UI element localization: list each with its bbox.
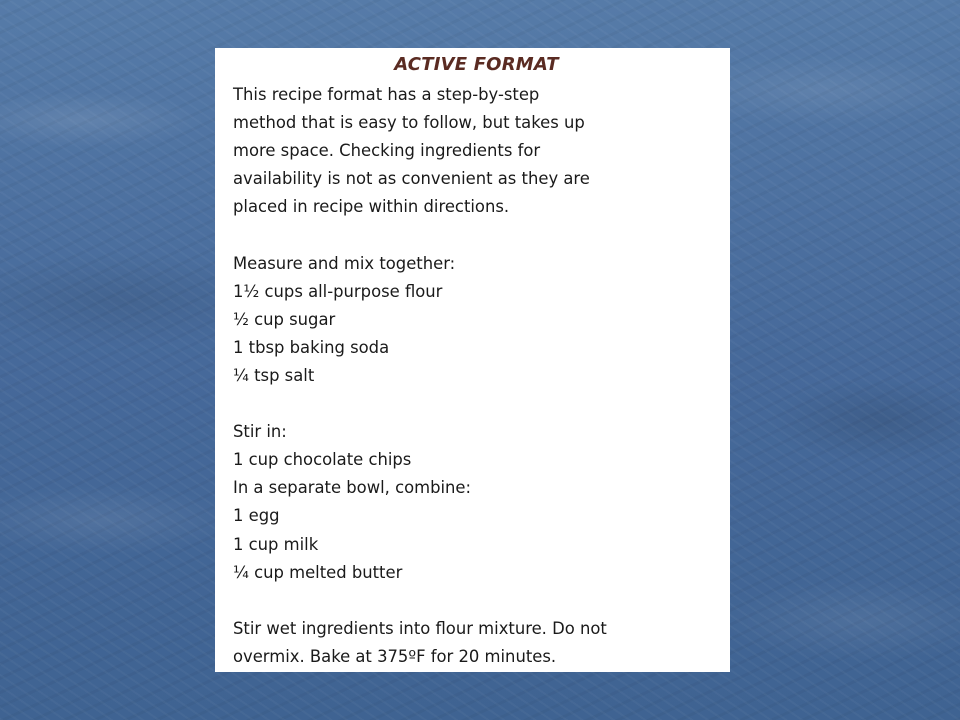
- ingredient-heading: In a separate bowl, combine:: [233, 478, 472, 498]
- blank-line: [233, 221, 720, 249]
- ingredient-line: 1 egg: [233, 506, 280, 526]
- ingredient-line: ½ cup sugar: [233, 309, 336, 329]
- ingredient-line: 1 tbsp baking soda: [233, 337, 390, 357]
- card-title: ACTIVE FORMAT: [394, 54, 559, 75]
- instruction-line: Stir wet ingredients into flour mixture. Do not: [233, 618, 607, 638]
- instruction-line: overmix. Bake at 375ºF for 20 minutes.: [233, 646, 557, 666]
- ingredient-heading: Stir in:: [233, 422, 287, 442]
- recipe-card: [215, 48, 730, 672]
- text-line: availability is not as convenient as they are: [233, 169, 590, 189]
- ingredient-line: 1½ cups all-purpose flour: [233, 281, 443, 301]
- text-line: method that is easy to follow, but takes up: [233, 113, 585, 133]
- text-line: This recipe format has a step-by-step: [233, 85, 540, 104]
- ingredient-line: 1 cup chocolate chips: [233, 450, 412, 470]
- blank-line: [233, 587, 720, 615]
- ingredient-line: ¼ tsp salt: [233, 365, 315, 385]
- ingredient-line: 1 cup milk: [233, 534, 319, 554]
- text-line: placed in recipe within directions.: [233, 197, 510, 217]
- blank-line: [233, 390, 720, 418]
- recipe-text: [233, 81, 720, 671]
- text-line: more space. Checking ingredients for: [233, 141, 541, 161]
- ingredient-heading: Measure and mix together:: [233, 253, 456, 273]
- ingredient-line: ¼ cup melted butter: [233, 562, 403, 582]
